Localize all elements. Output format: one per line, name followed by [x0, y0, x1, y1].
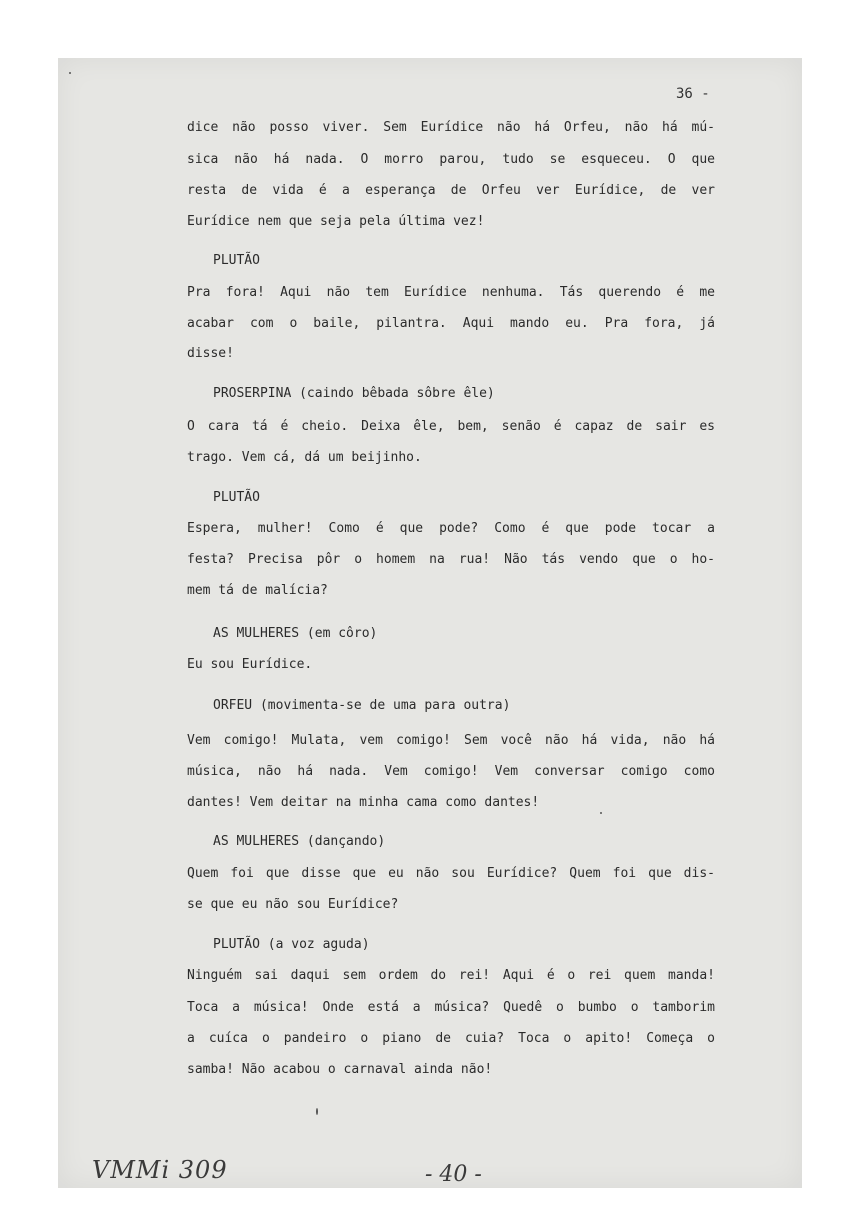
dialogue-line: acabar com o baile, pilantra. Aqui mando eu. Pra fora, já	[187, 316, 715, 331]
dialogue-line: resta de vida é a esperança de Orfeu ver Eurídice, de ver	[187, 183, 715, 198]
scan-speck	[69, 72, 71, 74]
dialogue-line: Espera, mulher! Como é que pode? Como é que pode tocar a	[187, 521, 715, 536]
dialogue-line: festa? Precisa pôr o homem na rua! Não tás vendo que o ho-	[187, 552, 715, 567]
dialogue-line: Eurídice nem que seja pela última vez!	[187, 214, 485, 229]
dialogue-line: sica não há nada. O morro parou, tudo se esqueceu. O que	[187, 152, 715, 167]
dialogue-line: samba! Não acabou o carnaval ainda não!	[187, 1062, 493, 1077]
dialogue-line: dice não posso viver. Sem Eurídice não há Orfeu, não há mú-	[187, 120, 715, 135]
speaker-heading: AS MULHERES (em côro)	[213, 626, 378, 641]
speaker-heading: PROSERPINA (caindo bêbada sôbre êle)	[213, 386, 495, 401]
speaker-heading: PLUTÃO	[213, 253, 260, 268]
dialogue-line: disse!	[187, 346, 234, 361]
handwritten-catalog-note: VMMi 309	[92, 1156, 228, 1184]
dialogue-line: Eu sou Eurídice.	[187, 657, 313, 672]
scan-speck	[600, 812, 602, 814]
dialogue-line: Toca a música! Onde está a música? Quedê o bumbo o tamborim	[187, 1000, 715, 1015]
dialogue-line: dantes! Vem deitar na minha cama como dantes!	[187, 795, 540, 810]
dialogue-line: Pra fora! Aqui não tem Eurídice nenhuma. Tás querendo é me	[187, 285, 715, 300]
dialogue-line: Ninguém sai daqui sem ordem do rei! Aqui é o rei quem manda!	[187, 968, 715, 983]
dialogue-line: O cara tá é cheio. Deixa êle, bem, senão é capaz de sair es	[187, 419, 715, 434]
speaker-heading: AS MULHERES (dançando)	[213, 834, 386, 849]
dialogue-line: Vem comigo! Mulata, vem comigo! Sem você não há vida, não há	[187, 733, 715, 748]
handwritten-page-number: - 40 -	[425, 1162, 482, 1187]
page-number: 36 -	[676, 86, 710, 102]
speaker-heading: PLUTÃO (a voz aguda)	[213, 937, 370, 952]
speaker-heading: ORFEU (movimenta-se de uma para outra)	[213, 698, 511, 713]
speaker-heading: PLUTÃO	[213, 490, 260, 505]
dialogue-line: se que eu não sou Eurídice?	[187, 897, 399, 912]
dialogue-line: trago. Vem cá, dá um beijinho.	[187, 450, 422, 465]
dialogue-line: mem tá de malícia?	[187, 583, 328, 598]
scan-speck	[316, 1108, 318, 1115]
dialogue-line: a cuíca o pandeiro o piano de cuia? Toca o apito! Começa o	[187, 1031, 715, 1046]
dialogue-line: música, não há nada. Vem comigo! Vem conversar comigo como	[187, 764, 715, 779]
dialogue-line: Quem foi que disse que eu não sou Eurídice? Quem foi que dis-	[187, 866, 715, 881]
